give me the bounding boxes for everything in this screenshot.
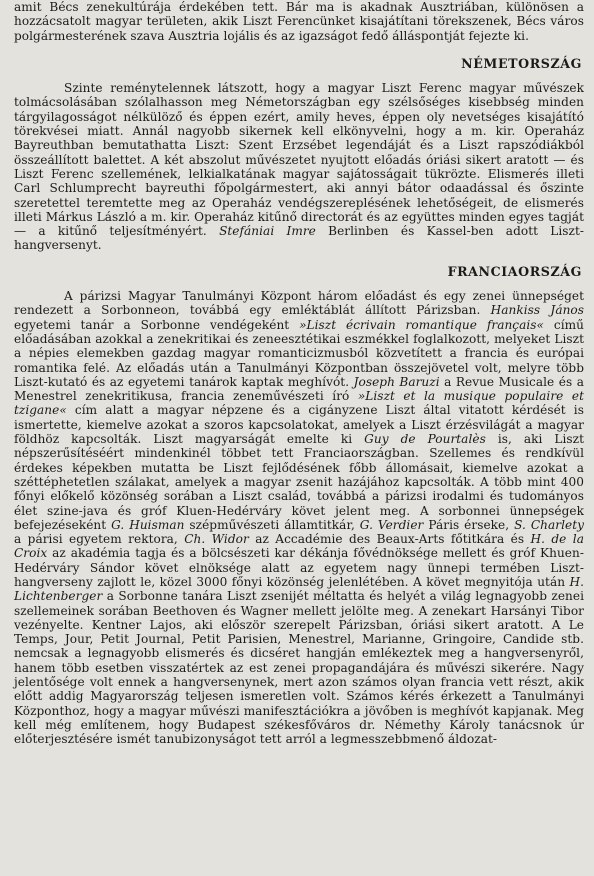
- lecture-title-hankiss: »Liszt écrivain romantique français«: [299, 317, 545, 332]
- france-text-8: Páris érseke,: [428, 517, 510, 532]
- germany-paragraph: [14, 81, 584, 253]
- name-huisman: G. Huisman: [111, 517, 185, 532]
- name-pourtales: Guy de Pourtalès: [364, 432, 486, 447]
- section-heading-france: FRANCIAORSZÁG: [447, 263, 582, 279]
- name-hankiss: Hankiss János: [490, 303, 585, 318]
- germany-text-after-name: Berlinben és Kassel-ben adott Liszt-hangversenyt.: [14, 224, 584, 253]
- france-text-3: című előadásában azokkal a zenekritikai és zeneesztétikai eszmékkel foglalkozott, melyeket Liszt a népies elemekben gazdag magyar romanticizmusból közvetített a francia és európai romantika felé. Az előadás után a Tanulmányi Központban összejövetel volt, melyre több Liszt-kutató és az egyetemi tanárok kaptak meghívót.: [14, 317, 584, 389]
- france-text-11: az akadémia tagja és a bölcsészeti kar dékánja fővédnöksége mellett és gróf Khuen-Hedérváry Sándor követ elnöksége alatt az egyetem nagy ünnepi termében Liszt-hangverseny zajlott le, közel 3000 főnyi közönség jelenlétében. A követ megnyitója után: [14, 546, 584, 589]
- name-widor: Ch. Widor: [184, 532, 249, 547]
- lecture-title-baruzi: »Liszt et la musique populaire et tzigane«: [14, 389, 584, 418]
- name-verdier: G. Verdier: [359, 517, 424, 532]
- name-lacroix: H. de la Croix: [14, 532, 584, 561]
- section-heading-germany: NÉMETORSZÁG: [461, 55, 582, 71]
- france-text-2: egyetemi tanár a Sorbonne vendégeként: [14, 317, 290, 332]
- germany-name-stefaniai: Stefániai Imre: [219, 224, 316, 239]
- france-text-9: a párisi egyetem rektora,: [14, 532, 178, 547]
- article-column: [14, 0, 584, 747]
- france-text-4: a Revue Musicale és a Menestrel zenekritikusa, francia zeneművészeti író: [14, 374, 584, 404]
- name-charlety: S. Charlety: [514, 517, 585, 532]
- germany-text-before-name: Szinte reménytelennek látszott, hogy a magyar Liszt Ferenc magyar művészek tolmácsolásában szólalhasson meg Németországban egy szélsőséges kisebbség minden tárgyilagosságot nélkülöző és éppen ezért, amily heves, éppen oly nevetséges kisajátító törekvései miatt. Annál nagyobb sikernek kell elkönyvelni, hogy a m. kir. Operaház Bayreuthban bemutathatta Liszt: Szent Erzsébet legendáját és a Liszt rapszódiákból összeállított balettet. A két abszolut művészetet nyujtott előadás óriási sikert aratott — és Liszt Ferenc szellemének, lelkialkatának magyar sajátosságait tükrözte. Elismerés illeti Carl Schlumprecht bayreuthi főpolgármestert, aki annyi bátor odaadással és őszinte szeretettel teremtette meg az Operaház vendégszereplésének lehetőségeit, de elismerés illeti Márkus László a m. kir. Operaház kitűnő directorát és az együttes minden egyes tagját — a kitűnő teljesítményért.: [14, 81, 584, 239]
- france-text-12: a Sorbonne tanára Liszt zsenijét méltatta és helyét a világ legnagyobb zenei szellemeinek sorában Beethoven és Wagner mellett jelölte meg. A zenekart Harsányi Tibor vezényelte. Kentner Lajos, aki először szerepelt Párizsban, óriási sikert aratott. A Le Temps, Jour, Petit Journal, Petit Parisien, Menestrel, Marianne, Gringoire, Candide stb. nemcsak a legnagyobb elismerés és dicséret hangján emlékeztek meg a hangversenyről, hanem több esetben visszatértek az est zenei propagandájára és művészi sikerére. Nagy jelentősége volt ennek a hangversenynek, mert azon számos olyan francia vett részt, akik előtt addig Magyarország teljesen ismeretlen volt. Számos kérés érkezett a Tanulmányi Központhoz, hogy a magyar művészi manifesztációkra a jövőben is meghívót kapjanak. Meg kell még említenem, hogy Budapest székesfőváros dr. Némethy Károly tanácsnok úr előterjesztésére ismét tanubizonyságot tett arról a legmesszebbmenő áldozat-: [14, 589, 584, 747]
- france-text-5: cím alatt a magyar népzene és a cigányzene Liszt által vitatott kérdését is ismertette, kiemelve azokat a szoros kapcsolatokat, amelyek a Liszt érzésvilágát a magyar földhöz kapcsolták. Liszt magyarságát emelte ki: [14, 403, 584, 447]
- france-text-7: szépművészeti államtitkár,: [189, 517, 355, 532]
- name-lichtenberger: H. Lichtenberger: [14, 574, 584, 604]
- intro-paragraph: amit Bécs zenekultúrája érdekében tett. Bár ma is akadnak Ausztriában, különösen a hozzácsatolt magyar területen, akik Liszt Ferencünket kisajátítani törekszenek, Bécs város polgármesterének szava Ausztria lojális és az igazságot fedő álláspontját fejezte ki.: [14, 0, 584, 43]
- france-paragraph: [14, 289, 584, 747]
- france-text-6: is, aki Liszt népszerűsítéséért mindenkinél többet tett Franciaországban. Szellemes és rendkívül érdekes képekben mutatta be Liszt fejlődésének főbb állomásait, kiemelve azokat a széttéphetetlen szálakat, amelyek a magyar zsenit hazájához kapcsolták. A több mint 400 főnyi előkelő közönség sorában a Liszt család, továbbá a párizsi irodalmi és tudományos élet szine-java és gróf Kluen-Hedérváry követ jelent meg. A sorbonnei ünnepségek befejezéseként: [14, 432, 585, 532]
- name-baruzi: Joseph Baruzi: [353, 374, 440, 389]
- france-text-10: az Accadémie des Beaux-Arts főtitkára és: [255, 532, 525, 547]
- france-text-1: A párizsi Magyar Tanulmányi Központ három előadást és egy zenei ünnepséget rendezett a Sorbonneon, továbbá egy emléktáblát állított Párizsban.: [14, 289, 584, 318]
